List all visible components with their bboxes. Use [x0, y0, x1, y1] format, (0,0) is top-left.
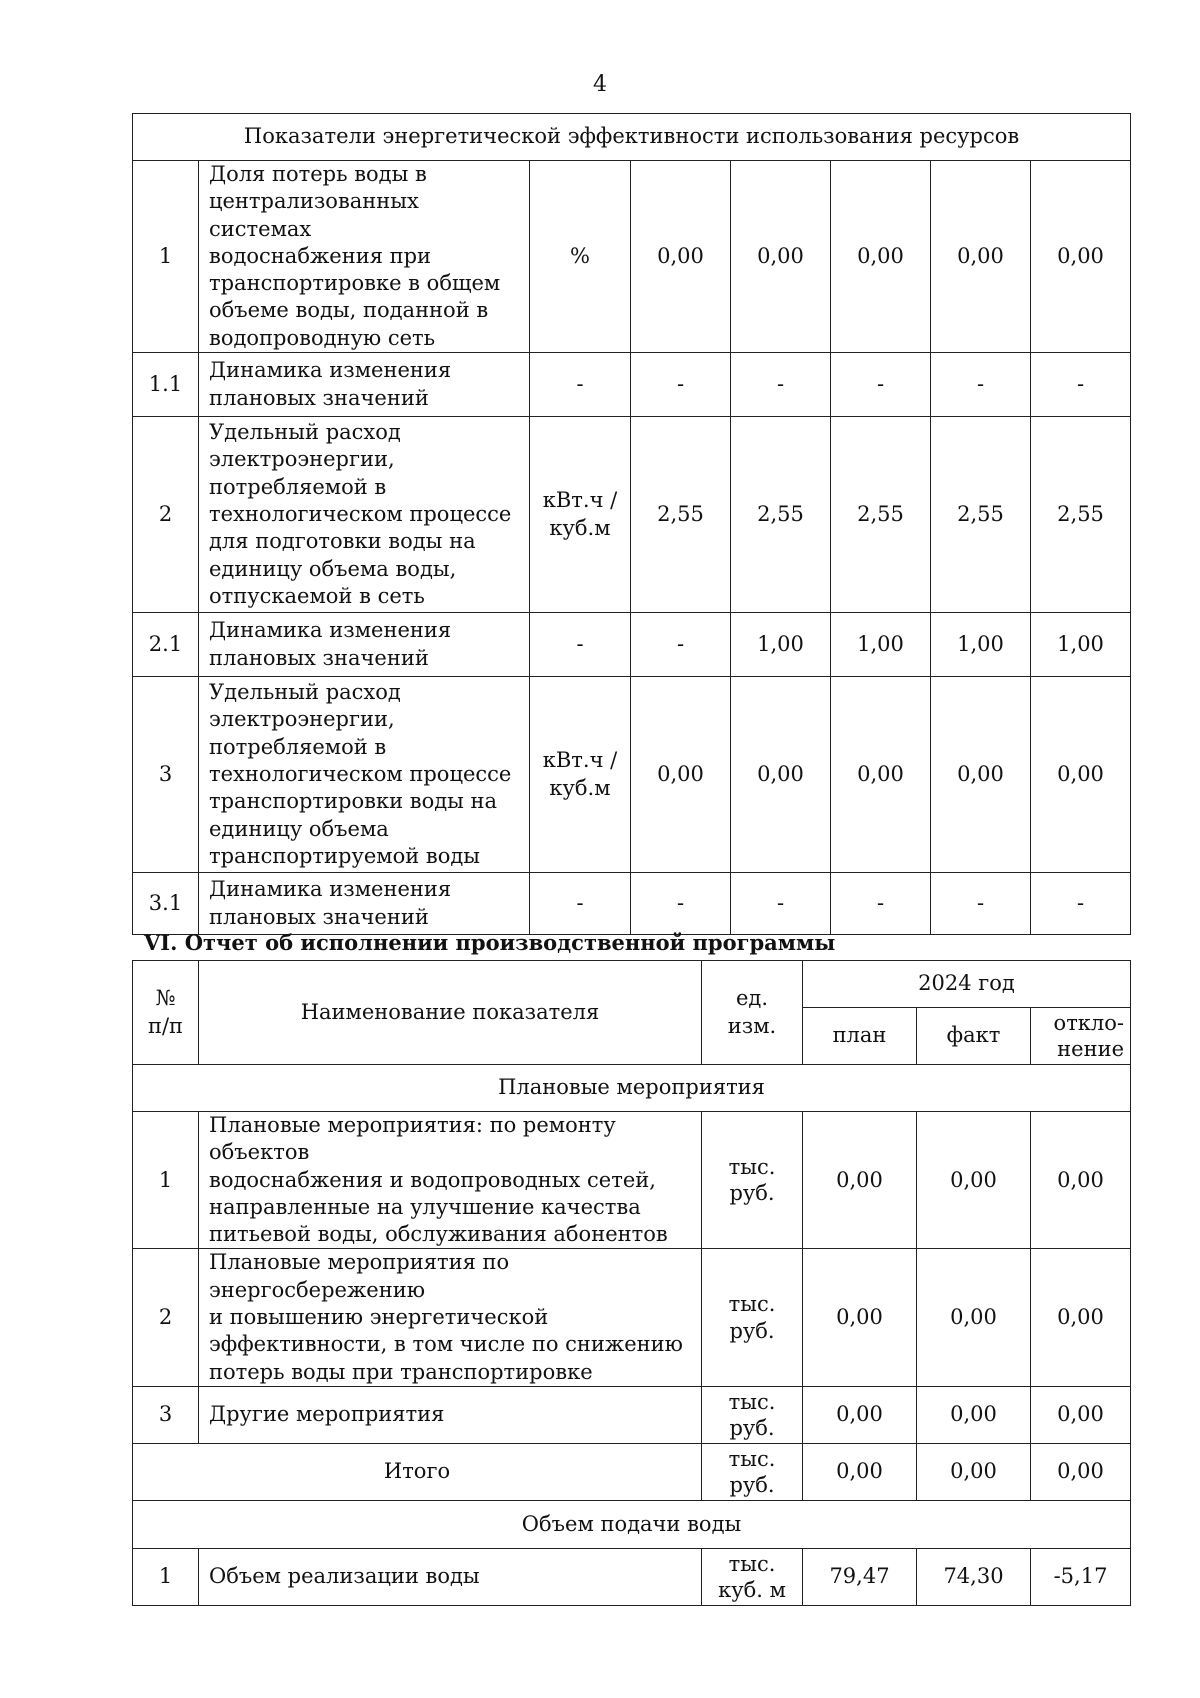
value-cell: 2,55 [631, 417, 731, 613]
fact-value: 0,00 [917, 1112, 1031, 1249]
fact-value: 0,00 [917, 1249, 1031, 1386]
total-plan: 0,00 [803, 1443, 917, 1500]
energy-row [133, 161, 1131, 353]
row-number: 1.1 [133, 353, 199, 417]
indicator-name: Удельный расход электроэнергии, потребляемой в технологическом процессе транспортировки воды на единицу объема транспортируемой воды [199, 677, 530, 873]
section-heading: VI. Отчет об исполнении производственной программы [144, 930, 836, 955]
unit-cell: кВт.ч / куб.м [530, 677, 631, 873]
indicator-name: Доля потерь воды в централизованных системах водоснабжения при транспортировке в общем объеме воды, поданной в водопроводную сеть [199, 161, 530, 353]
value-cell: 0,00 [731, 161, 831, 353]
header-deviation: откло- нение [1031, 1008, 1131, 1065]
group-row-planned [133, 1065, 1131, 1112]
row-number: 2.1 [133, 613, 199, 677]
value-cell: 0,00 [931, 161, 1031, 353]
value-cell: 1,00 [931, 613, 1031, 677]
energy-row [133, 613, 1131, 677]
planned-row [133, 1249, 1131, 1386]
row-number: 1 [133, 161, 199, 353]
total-label: Итого [133, 1443, 702, 1500]
total-fact: 0,00 [917, 1443, 1031, 1500]
energy-row [133, 677, 1131, 873]
value-cell: 2,55 [731, 417, 831, 613]
total-deviation: 0,00 [1031, 1443, 1131, 1500]
deviation-value: -5,17 [1031, 1548, 1131, 1605]
plan-value: 0,00 [803, 1249, 917, 1386]
unit-cell: тыс. куб. м [702, 1548, 803, 1605]
value-cell: - [831, 873, 931, 935]
unit-cell: тыс. руб. [702, 1112, 803, 1249]
deviation-value: 0,00 [1031, 1249, 1131, 1386]
row-number: 2 [133, 417, 199, 613]
plan-value: 0,00 [803, 1112, 917, 1249]
header-unit: ед. изм. [702, 961, 803, 1065]
value-cell: 1,00 [731, 613, 831, 677]
value-cell: 1,00 [1031, 613, 1131, 677]
header-plan: план [803, 1008, 917, 1065]
energy-row [133, 873, 1131, 935]
indicator-name: Динамика изменения плановых значений [199, 353, 530, 417]
value-cell: 2,55 [1031, 417, 1131, 613]
indicator-name: Удельный расход электроэнергии, потребляемой в технологическом процессе для подготовки воды на единицу объема воды, отпускаемой в сеть [199, 417, 530, 613]
value-cell: - [831, 353, 931, 417]
value-cell: 0,00 [1031, 677, 1131, 873]
header-year: 2024 год [803, 961, 1131, 1008]
deviation-value: 0,00 [1031, 1112, 1131, 1249]
value-cell: 0,00 [631, 161, 731, 353]
value-cell: - [931, 873, 1031, 935]
group-label-volume: Объем подачи воды [133, 1500, 1131, 1548]
value-cell: - [731, 353, 831, 417]
unit-cell: тыс. руб. [702, 1386, 803, 1443]
plan-value: 0,00 [803, 1386, 917, 1443]
unit-cell: % [530, 161, 631, 353]
value-cell: - [631, 873, 731, 935]
value-cell: 0,00 [931, 677, 1031, 873]
value-cell: 0,00 [831, 161, 931, 353]
deviation-value: 0,00 [1031, 1386, 1131, 1443]
unit-cell: - [530, 613, 631, 677]
value-cell: 0,00 [831, 677, 931, 873]
group-label-planned: Плановые мероприятия [133, 1065, 1131, 1112]
row-number: 2 [133, 1249, 199, 1386]
page-number: 4 [593, 72, 607, 97]
row-number: 3 [133, 677, 199, 873]
planned-row [133, 1112, 1131, 1249]
total-row [133, 1443, 1131, 1500]
planned-row [133, 1386, 1131, 1443]
energy-table-title: Показатели энергетической эффективности использования ресурсов [133, 114, 1131, 161]
energy-efficiency-table [132, 113, 1131, 935]
unit-cell: кВт.ч / куб.м [530, 417, 631, 613]
header-name: Наименование показателя [199, 961, 702, 1065]
energy-row [133, 417, 1131, 613]
indicator-name: Плановые мероприятия по энергосбережению и повышению энергетической эффективности, в том числе по снижению потерь воды при транспортировке [199, 1249, 702, 1386]
indicator-name: Плановые мероприятия: по ремонту объектов водоснабжения и водопроводных сетей, направленные на улучшение качества питьевой воды, обслуживания абонентов [199, 1112, 702, 1249]
volume-row [133, 1548, 1131, 1605]
group-row-volume [133, 1500, 1131, 1548]
value-cell: - [1031, 873, 1131, 935]
value-cell: 2,55 [931, 417, 1031, 613]
fact-value: 0,00 [917, 1386, 1031, 1443]
indicator-name: Динамика изменения плановых значений [199, 873, 530, 935]
header-fact: факт [917, 1008, 1031, 1065]
indicator-name: Динамика изменения плановых значений [199, 613, 530, 677]
value-cell: - [731, 873, 831, 935]
header-num: № п/п [133, 961, 199, 1065]
unit-cell: - [530, 353, 631, 417]
row-number: 1 [133, 1112, 199, 1249]
value-cell: - [1031, 353, 1131, 417]
row-number: 3 [133, 1386, 199, 1443]
row-number: 3.1 [133, 873, 199, 935]
fact-value: 74,30 [917, 1548, 1031, 1605]
value-cell: 0,00 [731, 677, 831, 873]
energy-row [133, 353, 1131, 417]
value-cell: 1,00 [831, 613, 931, 677]
unit-cell: - [530, 873, 631, 935]
indicator-name: Объем реализации воды [199, 1548, 702, 1605]
unit-cell: тыс. руб. [702, 1249, 803, 1386]
energy-table-title-row [133, 114, 1131, 161]
value-cell: - [631, 353, 731, 417]
value-cell: - [631, 613, 731, 677]
value-cell: 0,00 [631, 677, 731, 873]
total-unit: тыс. руб. [702, 1443, 803, 1500]
value-cell: 2,55 [831, 417, 931, 613]
row-number: 1 [133, 1548, 199, 1605]
value-cell: 0,00 [1031, 161, 1131, 353]
plan-value: 79,47 [803, 1548, 917, 1605]
indicator-name: Другие мероприятия [199, 1386, 702, 1443]
value-cell: - [931, 353, 1031, 417]
report-header-row [133, 961, 1131, 1008]
production-program-report-table [132, 960, 1131, 1606]
